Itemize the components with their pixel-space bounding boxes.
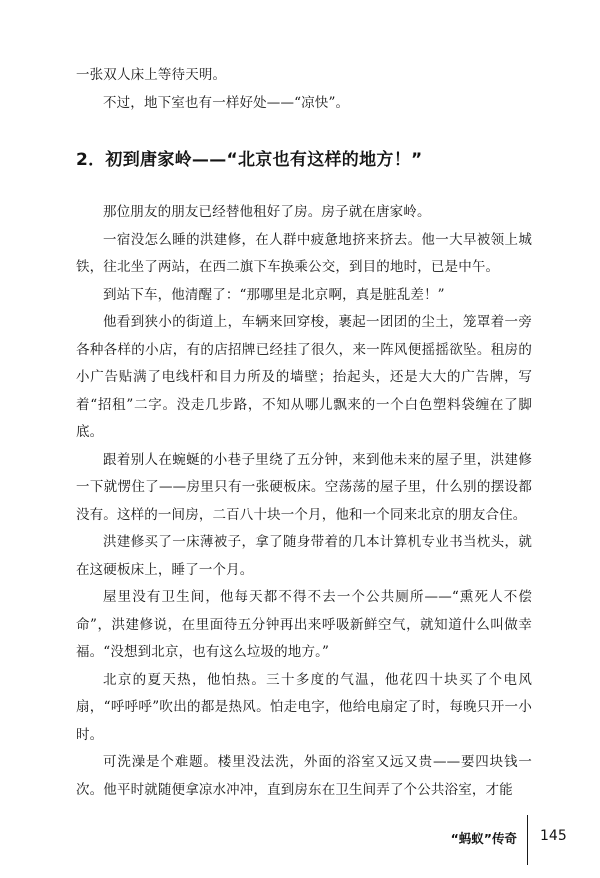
intro-text xyxy=(76,62,532,117)
section-heading: 2．初到唐家岭——“北京也有这样的地方！” xyxy=(76,150,423,170)
page-number: 145 xyxy=(540,828,567,844)
body-paragraph-7: 屋里没有卫生间，他每天都不得不去一个公共厕所——“熏死人不偿命”，洪建修说，在里面待五分钟再出来呼吸新鲜空气，就知道什么叫做幸福。“没想到北京，也有这么垃圾的地方。” xyxy=(76,589,532,660)
body-paragraph-8: 北京的夏天热，他怕热。三十多度的气温，他花四十块买了个电风扇，“呼呼呼”吹出的都是热风。怕走电字，他给电扇定了时，每晚只开一小时。 xyxy=(76,671,532,743)
body-paragraph-5: 跟着别人在蜿蜒的小巷子里绕了五分钟，来到他未来的屋子里，洪建修一下就愣住了——房里只有一张硬板床。空荡荡的屋子里，什么别的摆设都没有。这样的一间房，二百八十块一个月，他和一个同来北京的朋友合住。 xyxy=(76,451,532,523)
body-paragraph-1: 那位朋友的朋友已经替他租好了房。房子就在唐家岭。 xyxy=(103,204,431,220)
running-title: “蚂蚁”传奇 xyxy=(450,831,517,846)
body-paragraph-6: 洪建修买了一床薄被子，拿了随身带着的几本计算机专业书当枕头，就在这硬板床上，睡了一个月。 xyxy=(76,534,532,578)
footer-divider xyxy=(527,815,528,865)
body-text xyxy=(76,199,532,804)
body-paragraph-4: 他看到狭小的街道上，车辆来回穿梭，裹起一团团的尘土，笼罩着一旁各种各样的小店，有的店招牌已经挂了很久，来一阵风便摇摇欲坠。租房的小广告贴满了电线杆和目力所及的墙壁；抬起头，还是大大的广告牌，写着“招租”二字。没走几步路，不知从哪儿飘来的一个白色塑料袋缠在了脚底。 xyxy=(76,314,532,440)
intro-paragraph-1: 一张双人床上等待天明。 xyxy=(76,67,227,83)
body-paragraph-3: 到站下车，他清醒了：“那哪里是北京啊，真是脏乱差！” xyxy=(103,286,445,303)
intro-paragraph-2: 不过，地下室也有一样好处——“凉快”。 xyxy=(103,94,350,111)
body-paragraph-9: 可洗澡是个难题。楼里没法洗，外面的浴室又远又贵——要四块钱一次。他平时就随便拿凉水冲冲，直到房东在卫生间弄了个公共浴室，才能 xyxy=(76,754,532,798)
body-paragraph-2: 一宿没怎么睡的洪建修，在人群中疲惫地挤来挤去。他一大早被领上城铁，往北坐了两站，在西二旗下车换乘公交，到目的地时，已是中午。 xyxy=(76,231,532,275)
